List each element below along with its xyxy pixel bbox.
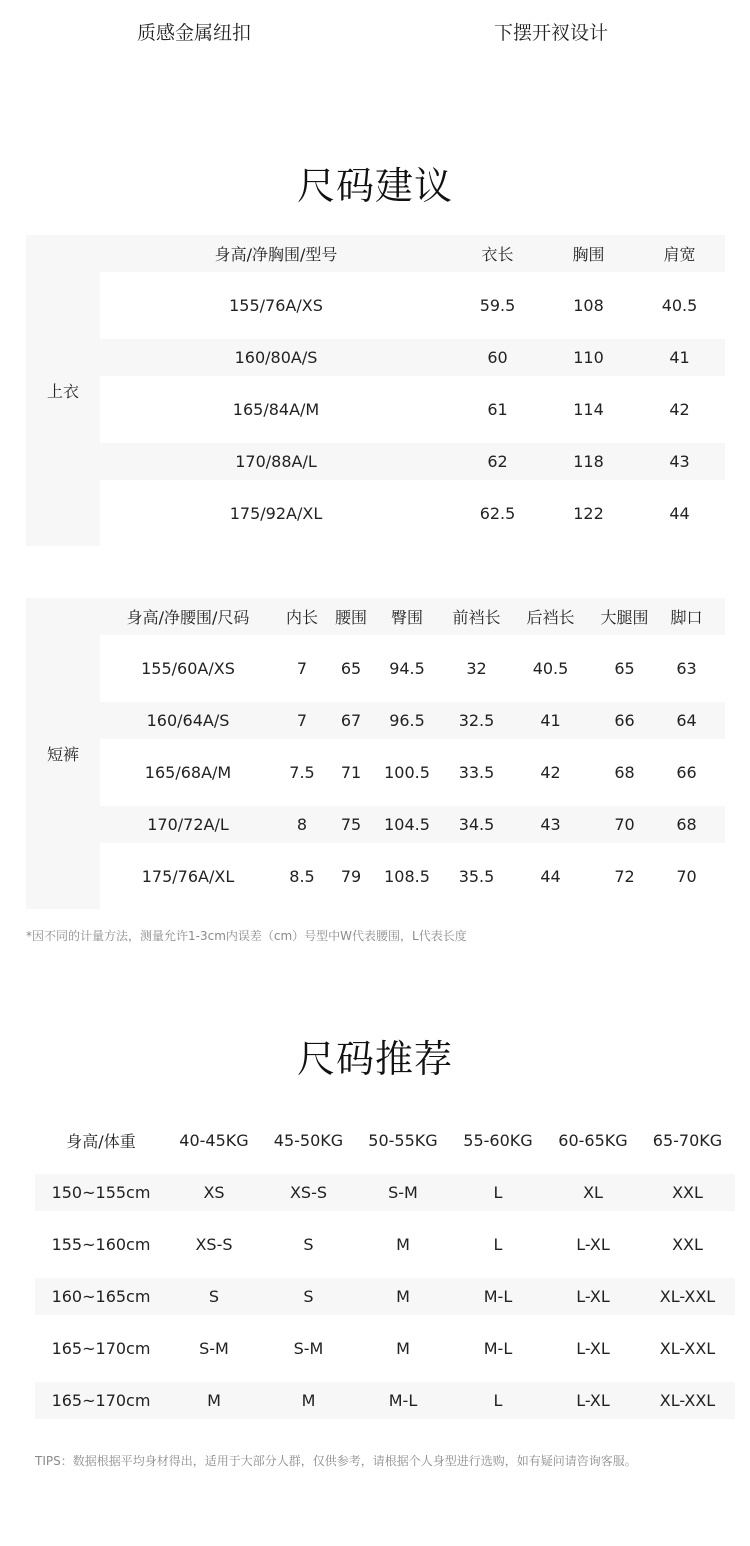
table-cell: XS <box>203 1183 225 1202</box>
table-cell: L-XL <box>576 1339 610 1358</box>
table-cell: 62.5 <box>479 504 516 523</box>
table-cell: 160~165cm <box>51 1287 151 1306</box>
header-cell: 45-50KG <box>273 1131 344 1150</box>
table-cell: M-L <box>483 1287 513 1306</box>
header-cell: 60-65KG <box>558 1131 628 1150</box>
table-row <box>100 843 725 910</box>
header-cell: 55-60KG <box>463 1131 533 1150</box>
table-cell: S-M <box>388 1183 418 1202</box>
table-row <box>100 635 725 702</box>
table-cell: L <box>493 1391 503 1410</box>
table-cell: 34.5 <box>458 815 495 834</box>
table-cell: 33.5 <box>458 763 495 782</box>
caption-hem-slit: 下摆开衩设计 <box>494 22 609 44</box>
header-cell: 臀围 <box>390 608 423 627</box>
table-cell: 8.5 <box>289 867 315 886</box>
table-cell: 79 <box>340 867 362 886</box>
table-cell: 108 <box>573 296 604 315</box>
table-cell: 8 <box>296 815 308 834</box>
table-cell: 165/68A/M <box>144 763 232 782</box>
header-cell: 身高/净腰围/尺码 <box>126 608 250 627</box>
table-cell: 175/76A/XL <box>141 867 235 886</box>
table-cell: 68 <box>614 763 635 782</box>
table-cell: 44 <box>540 867 561 886</box>
table-cell: 64 <box>676 711 697 730</box>
header-cell: 肩宽 <box>663 245 696 264</box>
header-cell: 胸围 <box>572 245 605 264</box>
header-cell: 40-45KG <box>179 1131 249 1150</box>
table-row <box>100 272 725 339</box>
row-spacer <box>35 1211 735 1226</box>
table-header-row <box>100 598 725 635</box>
table-cell: 66 <box>676 763 697 782</box>
table-row <box>100 702 725 739</box>
table-cell: 35.5 <box>458 867 495 886</box>
table-cell: 7.5 <box>289 763 315 782</box>
table-cell: S <box>303 1287 314 1306</box>
table-cell: 165/84A/M <box>232 400 320 419</box>
table-cell: 7 <box>296 711 308 730</box>
table-row <box>100 480 725 547</box>
header-cell: 衣长 <box>481 245 514 264</box>
table-cell: 72 <box>614 867 635 886</box>
table-cell: M <box>301 1391 316 1410</box>
header-cell: 后裆长 <box>526 608 575 627</box>
table-row <box>100 443 725 480</box>
header-cell: 身高/净胸围/型号 <box>214 245 338 264</box>
table-cell: 160/80A/S <box>234 348 318 367</box>
table-row <box>35 1278 735 1315</box>
measurement-note: *因不同的计量方法，测量允许1-3cm内误差（cm）号型中W代表腰围，L代表长度 <box>26 929 467 943</box>
size-recommend-title: 尺码推荐 <box>296 1037 453 1081</box>
header-cell: 身高/体重 <box>66 1132 136 1151</box>
tops-category-label: 上衣 <box>26 235 100 546</box>
table-cell: XXL <box>672 1183 703 1202</box>
table-cell: 32.5 <box>458 711 495 730</box>
table-cell: 71 <box>340 763 362 782</box>
row-spacer <box>35 1315 735 1330</box>
table-cell: 63 <box>676 659 697 678</box>
feature-captions <box>0 18 750 46</box>
table-cell: S-M <box>199 1339 229 1358</box>
table-cell: 155/60A/XS <box>141 659 235 678</box>
table-cell: 66 <box>614 711 635 730</box>
table-cell: S <box>303 1235 314 1254</box>
table-cell: 96.5 <box>389 711 425 730</box>
table-cell: 59.5 <box>479 296 516 315</box>
table-cell: 118 <box>573 452 604 471</box>
table-cell: 75 <box>340 815 362 834</box>
table-cell: XS-S <box>289 1183 328 1202</box>
header-cell: 内长 <box>285 608 318 627</box>
table-cell: M <box>207 1391 221 1410</box>
table-cell: L-XL <box>576 1235 610 1254</box>
table-row <box>100 806 725 843</box>
table-cell: 170/72A/L <box>147 815 229 834</box>
table-cell: 68 <box>676 815 697 834</box>
table-row <box>100 376 725 443</box>
table-cell: 104.5 <box>384 815 430 834</box>
shorts-size-table <box>26 598 725 909</box>
table-cell: 110 <box>573 348 604 367</box>
table-header-row <box>35 1122 735 1159</box>
tops-size-table <box>26 235 725 546</box>
table-cell: S <box>208 1287 220 1306</box>
table-cell: 7 <box>296 659 308 678</box>
table-cell: 70 <box>676 867 697 886</box>
table-cell: S-M <box>293 1339 324 1358</box>
table-row <box>35 1330 735 1367</box>
table-cell: L-XL <box>576 1287 610 1306</box>
table-cell: 41 <box>540 711 561 730</box>
table-cell: XL-XXL <box>659 1339 716 1358</box>
table-cell: 61 <box>487 400 508 419</box>
table-cell: L-XL <box>576 1391 610 1410</box>
table-cell: 114 <box>573 400 604 419</box>
table-cell: 42 <box>669 400 690 419</box>
table-cell: 43 <box>540 815 561 834</box>
table-cell: M <box>396 1339 410 1358</box>
table-cell: 70 <box>614 815 635 834</box>
row-spacer <box>35 1159 735 1174</box>
table-cell: 100.5 <box>384 763 430 782</box>
table-cell: XXL <box>672 1235 703 1254</box>
row-spacer <box>35 1367 735 1382</box>
table-cell: 44 <box>669 504 690 523</box>
header-cell: 50-55KG <box>368 1131 438 1150</box>
table-cell: 160/64A/S <box>146 711 230 730</box>
table-cell: 122 <box>573 504 604 523</box>
table-cell: 155/76A/XS <box>229 296 323 315</box>
table-cell: M-L <box>388 1391 418 1410</box>
table-row <box>35 1382 735 1419</box>
table-cell: 40.5 <box>661 296 698 315</box>
table-cell: 165~170cm <box>51 1339 151 1358</box>
table-cell: 170/88A/L <box>235 452 317 471</box>
table-cell: M <box>396 1235 410 1254</box>
table-cell: 40.5 <box>532 659 569 678</box>
table-cell: 60 <box>487 348 508 367</box>
table-cell: 155~160cm <box>51 1235 151 1254</box>
table-cell: 42 <box>540 763 561 782</box>
shorts-category-label: 短裤 <box>26 598 100 909</box>
table-header-row <box>100 235 725 272</box>
table-cell: 94.5 <box>389 659 425 678</box>
header-cell: 大腿围 <box>600 608 649 627</box>
table-cell: 150~155cm <box>51 1183 151 1202</box>
table-cell: 175/92A/XL <box>229 504 323 523</box>
header-cell: 前裆长 <box>452 608 501 627</box>
table-cell: L <box>493 1235 503 1254</box>
table-cell: XL <box>583 1183 603 1202</box>
header-cell: 脚口 <box>670 608 703 627</box>
table-cell: 32 <box>466 659 487 678</box>
table-row <box>35 1174 735 1211</box>
table-cell: 67 <box>340 711 362 730</box>
table-cell: XS-S <box>195 1235 233 1254</box>
table-cell: 62 <box>487 452 508 471</box>
table-cell: M <box>396 1287 410 1306</box>
table-cell: 41 <box>669 348 690 367</box>
table-cell: XL-XXL <box>659 1391 716 1410</box>
table-cell: XL-XXL <box>659 1287 716 1306</box>
table-cell: 43 <box>669 452 690 471</box>
caption-metal-buttons: 质感金属纽扣 <box>137 22 252 44</box>
size-advice-title: 尺码建议 <box>296 164 453 208</box>
table-cell: L <box>493 1183 503 1202</box>
header-cell: 65-70KG <box>652 1131 723 1150</box>
table-row <box>100 739 725 806</box>
table-cell: 65 <box>340 659 362 678</box>
table-cell: 65 <box>614 659 635 678</box>
table-row <box>35 1226 735 1263</box>
table-cell: 165~170cm <box>51 1391 151 1410</box>
size-recommend-table <box>35 1122 735 1419</box>
header-cell: 腰围 <box>334 608 367 627</box>
table-row <box>100 339 725 376</box>
tips-note: TIPS：数据根据平均身材得出，适用于大部分人群，仅供参考，请根据个人身型进行选购，如有疑问请咨询客服。 <box>35 1454 637 1468</box>
table-cell: M-L <box>483 1339 513 1358</box>
row-spacer <box>35 1263 735 1278</box>
table-cell: 108.5 <box>384 867 430 886</box>
